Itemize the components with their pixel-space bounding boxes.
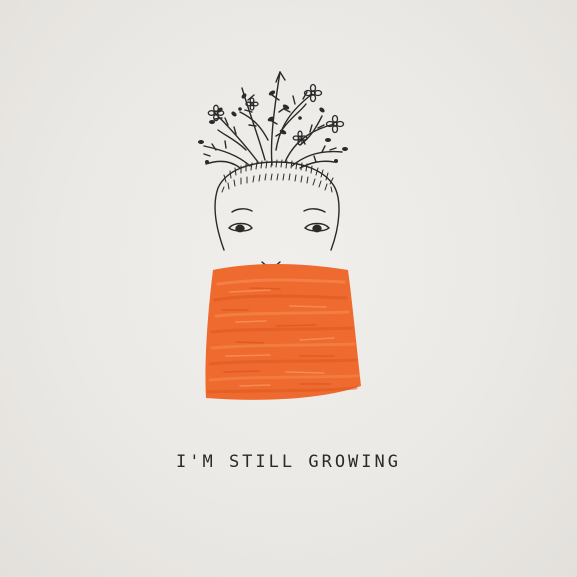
flower-right [327,116,344,133]
orange-paint-scarf [205,264,361,400]
eyes [229,209,329,232]
caption-text: I'M STILL GROWING [176,452,401,472]
hair-stubble [222,160,333,192]
